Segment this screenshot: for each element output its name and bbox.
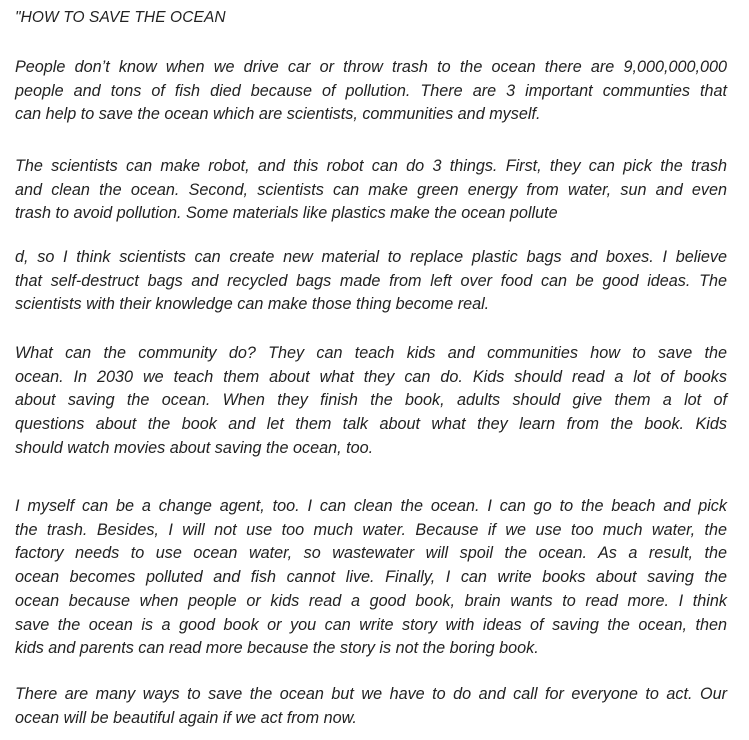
paragraph-line: ocean will be beautiful again if we act from now. (15, 708, 357, 727)
paragraph-line: can help to save the ocean which are scientists, communities and myself. (15, 105, 541, 124)
paragraph-line: kids and parents can read more because the story is not the boring book. (15, 639, 539, 658)
paragraph-myself (15, 495, 727, 661)
paragraph-line: people and tons of fish died because of pollution. There are 3 important communties that (15, 81, 727, 100)
paragraph-line: I myself can be a change agent, too. I can clean the ocean. I can go to the beach and pick (15, 497, 727, 515)
paragraph-line: that self-destruct bags and recycled bags made from left over food can be good ideas. The (15, 271, 727, 290)
paragraph-line: What can the community do? They can teach kids and communities how to save the (15, 344, 727, 362)
paragraph-scientists-continued (15, 246, 727, 317)
paragraph-line: questions about the book and let them talk about what they learn from the book. Kids (15, 415, 727, 434)
paragraph-line: factory needs to use ocean water, so wastewater will spoil the ocean. As a result, the (15, 544, 727, 563)
paragraph-intro (15, 56, 727, 127)
paragraph-line: There are many ways to save the ocean but we have to do and call for everyone to act. Our (15, 685, 727, 703)
essay-title: "HOW TO SAVE THE OCEAN (15, 9, 226, 26)
paragraph-community (15, 342, 727, 461)
paragraph-line: People don’t know when we drive car or throw trash to the ocean there are 9,000,000,000 (15, 58, 727, 76)
paragraph-line: the trash. Besides, I will not use too much water. Because if we use too much water, the (15, 520, 727, 539)
paragraph-line: should watch movies about saving the ocean, too. (15, 438, 374, 457)
paragraph-line: The scientists can make robot, and this robot can do 3 things. First, they can pick the trash (15, 157, 727, 175)
paragraph-line: ocean because when people or kids read a good book, brain wants to read more. I think (15, 591, 727, 610)
paragraph-line: and clean the ocean. Second, scientists can make green energy from water, sun and even (15, 180, 727, 199)
paragraph-line: scientists with their knowledge can make those thing become real. (15, 295, 490, 314)
paragraph-line: trash to avoid pollution. Some materials like plastics make the ocean pollute (15, 204, 558, 223)
paragraph-scientists (15, 155, 727, 226)
paragraph-line: save the ocean is a good book or you can write story with ideas of saving the ocean, then (15, 615, 727, 634)
paragraph-conclusion (15, 683, 727, 730)
paragraph-line: about saving the ocean. When they finish the book, adults should give them a lot of (15, 391, 727, 410)
paragraph-line: ocean. In 2030 we teach them about what they can do. Kids should read a lot of books (15, 367, 727, 386)
paragraph-line: d, so I think scientists can create new material to replace plastic bags and boxes. I believe (15, 248, 727, 266)
paragraph-line: ocean becomes polluted and fish cannot live. Finally, I can write books about saving the (15, 568, 727, 587)
